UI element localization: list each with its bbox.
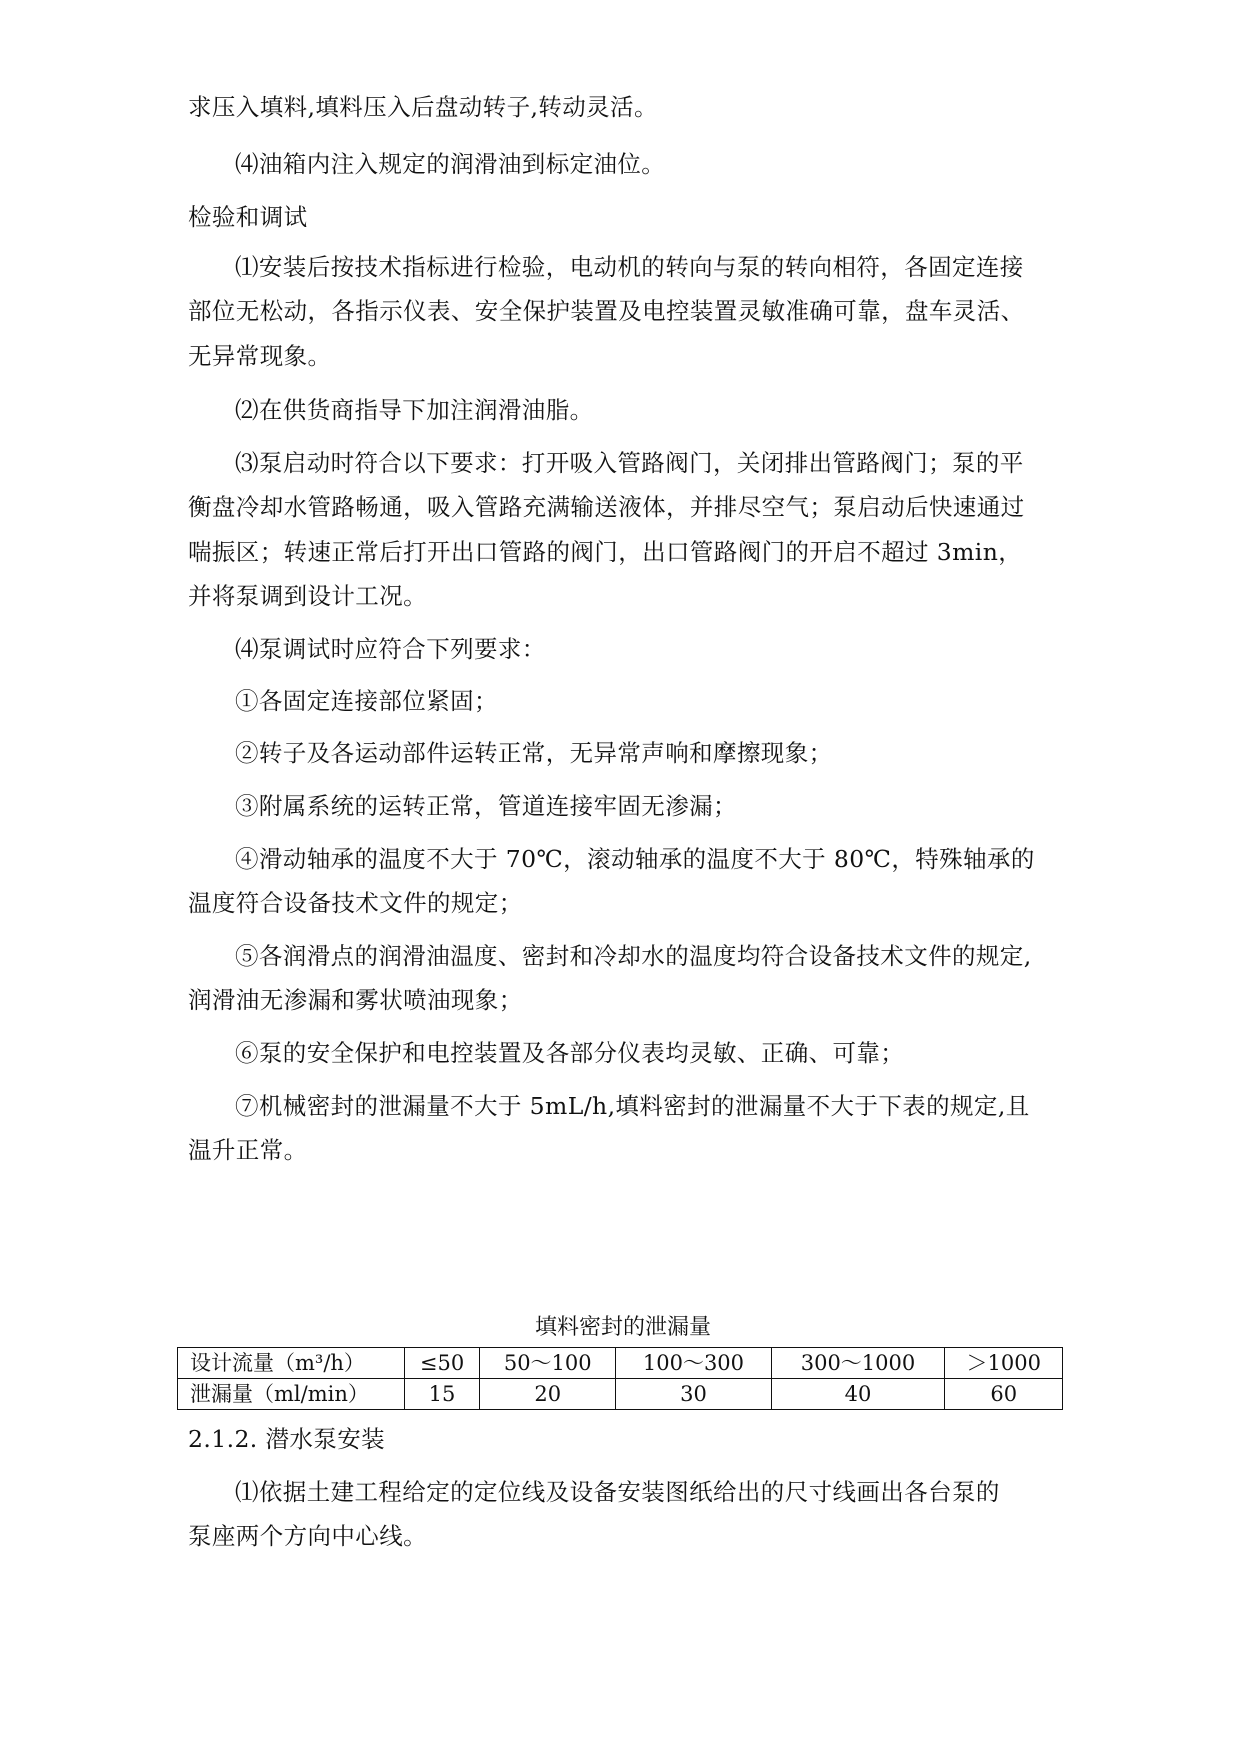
paragraph-line: ⑷油箱内注入规定的润滑油到标定油位。 <box>235 150 666 178</box>
paragraph-line: ⑷泵调试时应符合下列要求： <box>235 635 546 663</box>
table-cell: 60 <box>945 1379 1063 1410</box>
table-cell: 泄漏量（ml/min） <box>178 1379 405 1410</box>
paragraph-line: ⑵在供货商指导下加注润滑油脂。 <box>235 396 594 424</box>
list-item: ③附属系统的运转正常，管道连接牢固无渗漏； <box>235 792 737 820</box>
section-heading: 检验和调试 <box>188 203 308 231</box>
table-cell: 100～300 <box>616 1348 771 1379</box>
paragraph-line: 润滑油无渗漏和雾状喷油现象； <box>188 986 523 1014</box>
list-item: ⑥泵的安全保护和电控装置及各部分仪表均灵敏、正确、可靠； <box>235 1039 905 1067</box>
table-cell: ＞1000 <box>945 1348 1063 1379</box>
table-cell: 设计流量（m³/h） <box>178 1348 405 1379</box>
table-cell: 15 <box>405 1379 480 1410</box>
table-row <box>178 1348 1063 1379</box>
table-cell: ≤50 <box>405 1348 480 1379</box>
table-row <box>178 1379 1063 1410</box>
paragraph-line: 温升正常。 <box>188 1136 308 1164</box>
table-cell: 50～100 <box>480 1348 616 1379</box>
paragraph-line: ⑴依据土建工程给定的定位线及设备安装图纸给出的尺寸线画出各台泵的 <box>235 1478 1000 1506</box>
paragraph-line: ⑴安装后按技术指标进行检验，电动机的转向与泵的转向相符，各固定连接 <box>235 253 1024 281</box>
paragraph-line: 无异常现象。 <box>188 342 332 370</box>
paragraph-line: 喘振区；转速正常后打开出口管路的阀门，出口管路阀门的开启不超过 3min， <box>188 538 1023 566</box>
paragraph-line: 衡盘冷却水管路畅通，吸入管路充满输送液体，并排尽空气；泵启动后快速通过 <box>188 493 1025 521</box>
paragraph-line: 部位无松动，各指示仪表、安全保护装置及电控装置灵敏准确可靠，盘车灵活、 <box>188 297 1025 325</box>
list-item: ⑤各润滑点的润滑油温度、密封和冷却水的温度均符合设备技术文件的规定, <box>235 942 1032 970</box>
paragraph-line: ⑶泵启动时符合以下要求：打开吸入管路阀门，关闭排出管路阀门；泵的平 <box>235 449 1024 477</box>
table-cell: 300～1000 <box>771 1348 945 1379</box>
table-cell: 30 <box>616 1379 771 1410</box>
paragraph-line: 泵座两个方向中心线。 <box>188 1522 427 1550</box>
list-item: ②转子及各运动部件运转正常，无异常声响和摩擦现象； <box>235 739 833 767</box>
paragraph-line: 温度符合设备技术文件的规定； <box>188 889 523 917</box>
list-item: ④滑动轴承的温度不大于 70℃，滚动轴承的温度不大于 80℃，特殊轴承的 <box>235 845 1035 873</box>
table-cell: 20 <box>480 1379 616 1410</box>
list-item: ⑦机械密封的泄漏量不大于 5mL/h,填料密封的泄漏量不大于下表的规定,且 <box>235 1092 1030 1120</box>
list-item: ①各固定连接部位紧固； <box>235 687 498 715</box>
table-caption: 填料密封的泄漏量 <box>534 1315 711 1340</box>
paragraph-line: 并将泵调到设计工况。 <box>188 582 427 610</box>
section-heading: 2.1.2. 潜水泵安装 <box>188 1425 386 1453</box>
leakage-table <box>177 1347 1063 1410</box>
paragraph-line: 求压入填料,填料压入后盘动转子,转动灵活。 <box>188 93 658 121</box>
table-cell: 40 <box>771 1379 945 1410</box>
